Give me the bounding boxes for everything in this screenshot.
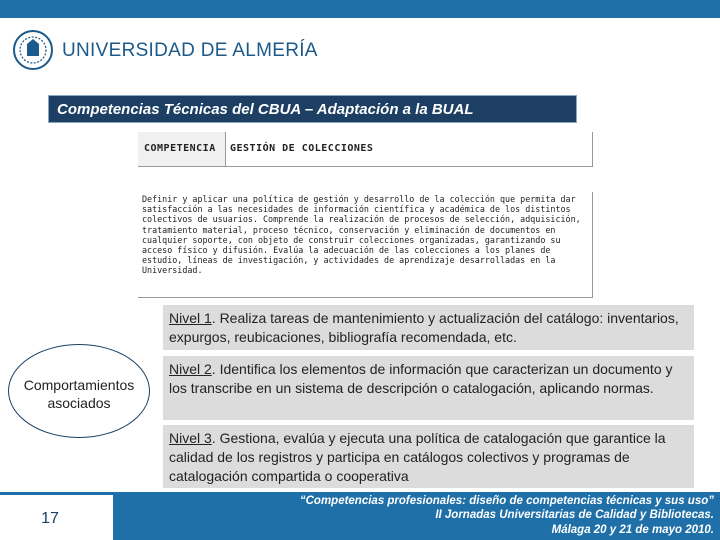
- level-2-box: [163, 356, 694, 420]
- slide-title: Competencias Técnicas del CBUA – Adaptación a la BUAL: [57, 101, 474, 118]
- level-3-box: [163, 425, 694, 488]
- footer-line-3: Málaga 20 y 21 de mayo 2010.: [551, 524, 714, 536]
- university-name: UNIVERSIDAD DE ALMERÍA: [62, 40, 318, 61]
- ellipse-line-1: Comportamientos: [23, 377, 135, 393]
- level-1-text: . Realiza tareas de mantenimiento y actualización del catálogo: inventarios, expurgos, reubicaciones, bibliografía recomendada, etc.: [169, 310, 679, 345]
- slide-title-bar: [48, 95, 577, 123]
- card-divider: [592, 132, 593, 166]
- level-3-text: . Gestiona, evalúa y ejecuta una política de catalogación que garantice la calidad de los registros y participa en catálogos colectivos y programas de catalogación compartida o cooperativa: [169, 430, 666, 484]
- competence-card-header: [138, 132, 593, 167]
- behaviors-ellipse: [8, 344, 150, 438]
- competence-value: GESTIÓN DE COLECCIONES: [230, 143, 374, 154]
- footer-line-1: “Competencias profesionales: diseño de competencias técnicas y sus uso”: [299, 495, 714, 507]
- level-2-label: Nivel 2: [169, 361, 212, 377]
- level-1-label: Nivel 1: [169, 310, 212, 326]
- competence-label-cell: [138, 132, 226, 166]
- ellipse-line-2: asociados: [47, 395, 111, 411]
- top-accent-bar: [0, 0, 720, 18]
- footer-line-2: II Jornadas Universitarias de Calidad y Bibliotecas.: [435, 509, 714, 521]
- footer-citation: [113, 492, 720, 540]
- university-seal-icon: [12, 27, 54, 73]
- level-2-text: . Identifica los elementos de información que caracterizan un documento y los transcribe en un sistema de descripción o catalogación, aplicando normas.: [169, 361, 673, 396]
- competence-description: Definir y aplicar una política de gestión y desarrollo de la colección que permita dar satisfacción a las necesidades de información científica y académica de los distintos colectivos de usuarios. Comprende la realización de procesos de selección, adquisición, tratamiento material, proceso técnico, conservación y eliminación de documentos en cualquier soporte, con objeto de construir colecciones organizadas, garantizando su acceso físico y difusión. Evalúa la adecuación de las colecciones a los planes de estudio, líneas de investigación, y actividades de aprendizaje desarrolladas en la Universidad.: [142, 194, 581, 276]
- footer-page-area: [0, 492, 113, 540]
- page-number: 17: [41, 510, 59, 527]
- level-3-label: Nivel 3: [169, 430, 212, 446]
- competence-description-card: [138, 192, 593, 298]
- level-1-box: [163, 305, 694, 350]
- competence-label: COMPETENCIA: [144, 143, 216, 154]
